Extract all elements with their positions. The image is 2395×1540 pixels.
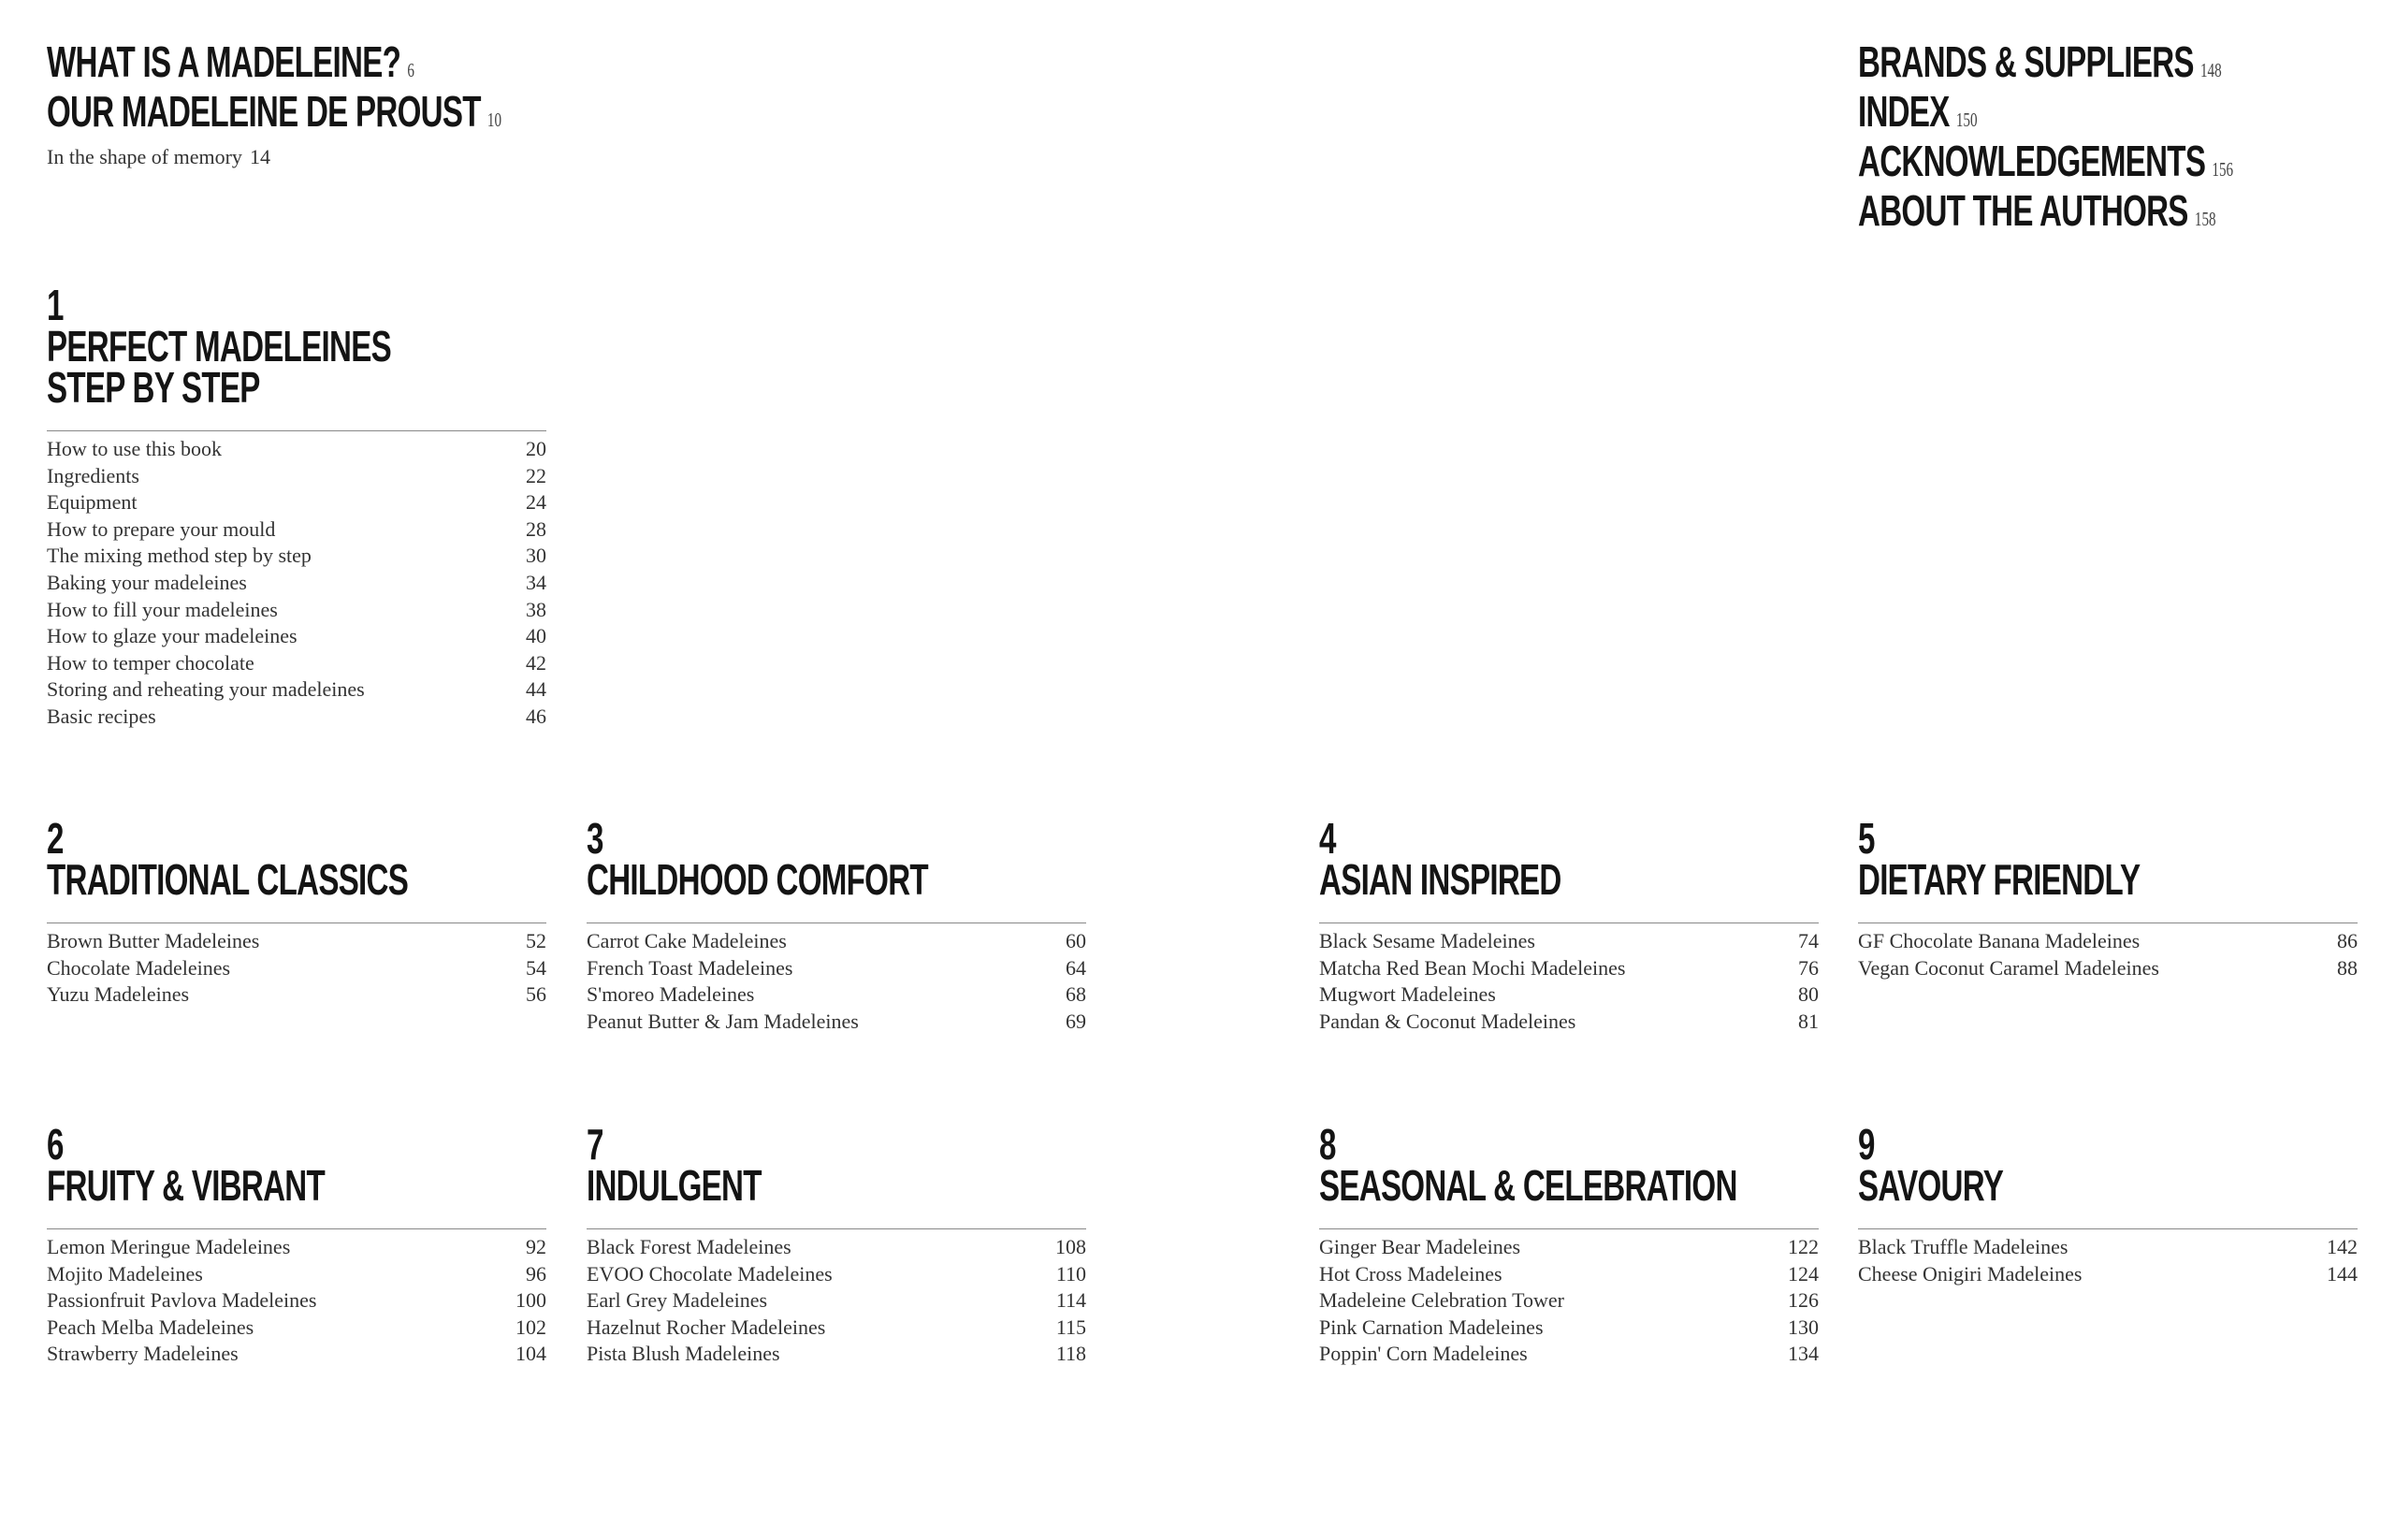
chapter-section (47, 281, 546, 731)
recipe-entry[interactable] (1319, 1315, 1819, 1342)
recipe-page: 110 (1055, 1261, 1086, 1286)
recipe-page: 104 (515, 1342, 546, 1366)
chapter-title: INDULGENT (587, 1161, 762, 1210)
toc-entry-title: ACKNOWLEDGEMENTS (1858, 137, 2206, 185)
recipe-title: Pandan & Coconut Madeleines (1319, 1009, 1576, 1033)
recipe-title: Lemon Meringue Madeleines (47, 1235, 291, 1258)
recipe-entry[interactable] (1858, 1261, 2358, 1288)
recipe-entry[interactable] (587, 1009, 1086, 1036)
toc-entry-title: OUR MADELEINE DE PROUST (47, 87, 481, 136)
recipe-title: How to fill your madeleines (47, 597, 278, 621)
recipe-list (1319, 1234, 1819, 1368)
chapter-number: 6 (47, 1120, 64, 1169)
recipe-page: 30 (526, 544, 546, 568)
recipe-page: 28 (526, 516, 546, 541)
recipe-entry[interactable] (1319, 928, 1819, 955)
recipe-list (587, 1234, 1086, 1368)
recipe-page: 52 (526, 929, 546, 952)
recipe-page: 88 (2337, 955, 2358, 980)
recipe-title: Strawberry Madeleines (47, 1342, 239, 1366)
recipe-page: 86 (2337, 929, 2358, 952)
recipe-entry[interactable] (587, 955, 1086, 982)
toc-entry[interactable] (1858, 186, 2330, 240)
recipe-page: 46 (526, 704, 546, 728)
recipe-title: Black Sesame Madeleines (1319, 929, 1535, 952)
recipe-title: French Toast Madeleines (587, 955, 793, 980)
chapter-number: 1 (47, 281, 64, 329)
recipe-entry[interactable] (587, 1341, 1086, 1368)
divider (47, 430, 546, 431)
toc-entry-page: 156 (2212, 158, 2234, 181)
recipe-title: Peanut Butter & Jam Madeleines (587, 1009, 859, 1033)
recipe-entry[interactable] (1858, 928, 2358, 955)
recipe-entry[interactable] (47, 650, 546, 677)
chapter-title: SAVOURY (1858, 1161, 2004, 1210)
recipe-page: 144 (2327, 1261, 2358, 1286)
recipe-page: 122 (1788, 1235, 1819, 1258)
recipe-title: Hot Cross Madeleines (1319, 1261, 1502, 1286)
recipe-entry[interactable] (47, 516, 546, 544)
recipe-title: Mojito Madeleines (47, 1261, 203, 1286)
recipe-page: 124 (1788, 1261, 1819, 1286)
recipe-page: 44 (526, 677, 546, 702)
recipe-title: How to use this book (47, 437, 222, 460)
recipe-title: Chocolate Madeleines (47, 955, 231, 980)
recipe-title: Vegan Coconut Caramel Madeleines (1858, 955, 2159, 980)
toc-entry-page: 6 (407, 59, 414, 81)
chapter-title: DIETARY FRIENDLY (1858, 855, 2141, 904)
chapter-title: FRUITY & VIBRANT (47, 1161, 325, 1210)
recipe-title: GF Chocolate Banana Madeleines (1858, 929, 2141, 952)
recipe-entry[interactable] (587, 1234, 1086, 1261)
chapter-section (1858, 1120, 2358, 1287)
recipe-page: 115 (1055, 1315, 1086, 1339)
recipe-title: Peach Melba Madeleines (47, 1315, 254, 1339)
chapter-section (1858, 814, 2358, 981)
chapter-number: 4 (1319, 814, 1336, 863)
chapter-title: SEASONAL & CELEBRATION (1319, 1161, 1737, 1210)
intro-block (47, 37, 702, 172)
recipe-page: 118 (1055, 1342, 1086, 1366)
recipe-page: 134 (1788, 1342, 1819, 1366)
recipe-title: Madeleine Celebration Tower (1319, 1288, 1564, 1313)
recipe-entry[interactable] (1858, 1234, 2358, 1261)
recipe-page: 56 (526, 982, 546, 1007)
recipe-page: 76 (1798, 955, 1819, 980)
recipe-entry[interactable] (587, 928, 1086, 955)
divider (1319, 1228, 1819, 1229)
chapter-number: 8 (1319, 1120, 1336, 1169)
recipe-title: Ingredients (47, 463, 139, 487)
recipe-entry[interactable] (1319, 955, 1819, 982)
recipe-entry[interactable] (47, 1341, 546, 1368)
recipe-entry[interactable] (1319, 1234, 1819, 1261)
recipe-page: 74 (1798, 929, 1819, 952)
recipe-title: Mugwort Madeleines (1319, 982, 1496, 1007)
recipe-entry[interactable] (1319, 1261, 1819, 1288)
toc-entry[interactable] (1858, 87, 2330, 140)
recipe-title: Poppin' Corn Madeleines (1319, 1342, 1528, 1366)
toc-entry[interactable] (47, 87, 518, 140)
toc-subentry[interactable] (47, 142, 702, 172)
toc-entry-page: 148 (2199, 59, 2222, 81)
recipe-page: 20 (526, 437, 546, 460)
recipe-entry[interactable] (47, 570, 546, 597)
recipe-page: 34 (526, 570, 546, 594)
toc-entry[interactable] (1858, 37, 2330, 91)
recipe-page: 60 (1066, 929, 1086, 952)
recipe-list (47, 436, 546, 731)
recipe-entry[interactable] (1858, 955, 2358, 982)
recipe-entry[interactable] (47, 704, 546, 731)
recipe-page: 108 (1055, 1235, 1086, 1258)
chapter-number: 3 (587, 814, 603, 863)
recipe-title: Storing and reheating your madeleines (47, 677, 365, 702)
recipe-title: Black Truffle Madeleines (1858, 1235, 2068, 1258)
recipe-entry[interactable] (47, 463, 546, 490)
recipe-entry[interactable] (47, 1261, 546, 1288)
toc-entry-title: INDEX (1858, 87, 1950, 136)
recipe-entry[interactable] (1319, 981, 1819, 1009)
recipe-title: Earl Grey Madeleines (587, 1288, 768, 1313)
recipe-entry[interactable] (47, 981, 546, 1009)
recipe-page: 100 (515, 1288, 546, 1313)
recipe-title: Brown Butter Madeleines (47, 929, 260, 952)
chapter-number: 9 (1858, 1120, 1875, 1169)
recipe-page: 92 (526, 1235, 546, 1258)
recipe-title: Matcha Red Bean Mochi Madeleines (1319, 955, 1626, 980)
toc-entry-page: 158 (2194, 208, 2216, 230)
recipe-list (47, 1234, 546, 1368)
toc-subentry-page: 14 (249, 145, 270, 168)
recipe-page: 54 (526, 955, 546, 980)
recipe-title: Black Forest Madeleines (587, 1235, 791, 1258)
recipe-title: Baking your madeleines (47, 570, 247, 594)
divider (47, 1228, 546, 1229)
recipe-title: Cheese Onigiri Madeleines (1858, 1261, 2083, 1286)
recipe-entry[interactable] (47, 543, 546, 570)
recipe-list (1858, 1234, 2358, 1287)
recipe-page: 80 (1798, 982, 1819, 1007)
recipe-title: Yuzu Madeleines (47, 982, 190, 1007)
recipe-entry[interactable] (47, 1287, 546, 1315)
recipe-page: 24 (526, 490, 546, 515)
chapter-section (1319, 1120, 1819, 1368)
recipe-title: Hazelnut Rocher Madeleines (587, 1315, 826, 1339)
recipe-entry[interactable] (587, 1261, 1086, 1288)
recipe-page: 130 (1788, 1315, 1819, 1339)
recipe-entry[interactable] (47, 928, 546, 955)
divider (587, 1228, 1086, 1229)
recipe-page: 126 (1788, 1288, 1819, 1313)
recipe-entry[interactable] (47, 1234, 546, 1261)
recipe-title: EVOO Chocolate Madeleines (587, 1261, 833, 1286)
toc-entry-title: WHAT IS A MADELEINE? (47, 37, 401, 86)
recipe-title: Equipment (47, 490, 138, 515)
recipe-entry[interactable] (1319, 1341, 1819, 1368)
recipe-entry[interactable] (47, 623, 546, 650)
recipe-entry[interactable] (1319, 1287, 1819, 1315)
toc-entry-page: 10 (486, 109, 502, 131)
recipe-entry[interactable] (587, 1287, 1086, 1315)
recipe-page: 38 (526, 597, 546, 621)
toc-entry-title: BRANDS & SUPPLIERS (1858, 37, 2194, 86)
recipe-title: How to temper chocolate (47, 650, 254, 675)
recipe-list (587, 928, 1086, 1035)
chapter-title: STEP BY STEP (47, 363, 260, 412)
toc-entry-title: ABOUT THE AUTHORS (1858, 186, 2188, 235)
back-matter-block (1858, 37, 2395, 240)
recipe-title: Basic recipes (47, 704, 156, 728)
recipe-entry[interactable] (587, 981, 1086, 1009)
toc-entry-page: 150 (1955, 109, 1978, 131)
recipe-list (1858, 928, 2358, 981)
chapter-section (47, 814, 546, 1009)
recipe-entry[interactable] (47, 489, 546, 516)
recipe-title: Passionfruit Pavlova Madeleines (47, 1288, 317, 1313)
recipe-page: 64 (1066, 955, 1086, 980)
recipe-page: 114 (1055, 1288, 1086, 1313)
recipe-entry[interactable] (47, 436, 546, 463)
recipe-page: 69 (1066, 1009, 1086, 1033)
chapter-title: PERFECT MADELEINES (47, 322, 391, 370)
recipe-entry[interactable] (587, 1315, 1086, 1342)
recipe-page: 102 (515, 1315, 546, 1339)
chapter-section (587, 1120, 1086, 1368)
divider (1858, 1228, 2358, 1229)
recipe-entry[interactable] (1319, 1009, 1819, 1036)
chapter-title: ASIAN INSPIRED (1319, 855, 1561, 904)
recipe-page: 40 (526, 624, 546, 648)
chapter-number: 7 (587, 1120, 603, 1169)
recipe-title: The mixing method step by step (47, 544, 312, 568)
recipe-entry[interactable] (47, 676, 546, 704)
recipe-title: S'moreo Madeleines (587, 982, 755, 1007)
chapter-section (1319, 814, 1819, 1035)
recipe-title: Pink Carnation Madeleines (1319, 1315, 1544, 1339)
chapter-section (47, 1120, 546, 1368)
recipe-title: How to prepare your mould (47, 516, 276, 541)
chapter-title: CHILDHOOD COMFORT (587, 855, 928, 904)
recipe-page: 68 (1066, 982, 1086, 1007)
toc-entry[interactable] (1858, 137, 2330, 190)
recipe-page: 42 (526, 650, 546, 675)
chapter-section (587, 814, 1086, 1035)
recipe-page: 96 (526, 1261, 546, 1286)
recipe-entry[interactable] (47, 1315, 546, 1342)
recipe-title: How to glaze your madeleines (47, 624, 298, 648)
toc-subentry-title: In the shape of memory (47, 145, 242, 168)
chapter-title: TRADITIONAL CLASSICS (47, 855, 409, 904)
recipe-list (1319, 928, 1819, 1035)
recipe-list (47, 928, 546, 1009)
recipe-title: Pista Blush Madeleines (587, 1342, 780, 1366)
chapter-number: 5 (1858, 814, 1875, 863)
recipe-page: 22 (526, 463, 546, 487)
recipe-title: Ginger Bear Madeleines (1319, 1235, 1521, 1258)
recipe-page: 142 (2327, 1235, 2358, 1258)
toc-entry[interactable] (47, 37, 518, 91)
chapter-number: 2 (47, 814, 64, 863)
recipe-title: Carrot Cake Madeleines (587, 929, 787, 952)
recipe-entry[interactable] (47, 955, 546, 982)
recipe-page: 81 (1798, 1009, 1819, 1033)
recipe-entry[interactable] (47, 597, 546, 624)
